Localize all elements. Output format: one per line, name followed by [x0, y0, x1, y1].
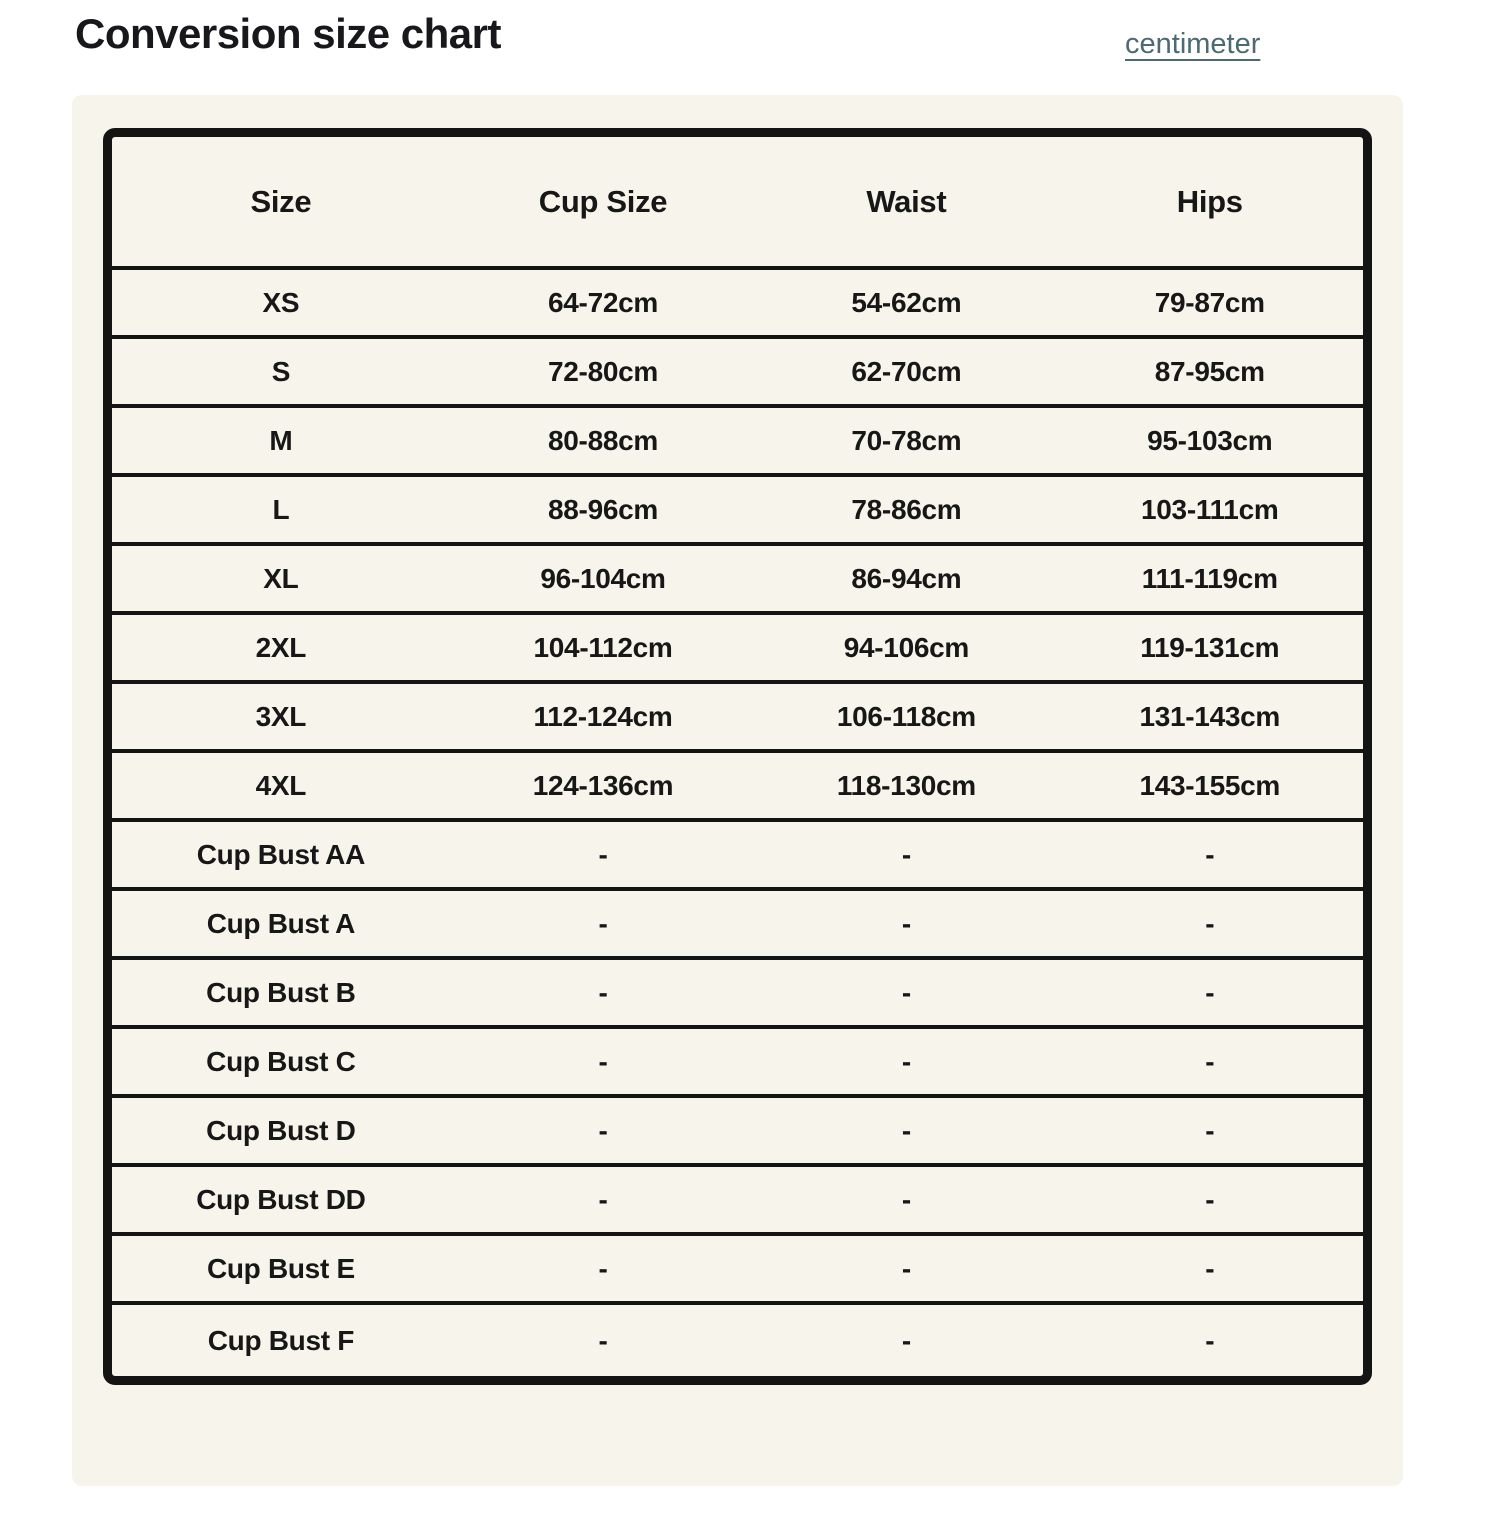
cell-size: Cup Bust D	[112, 1098, 450, 1167]
cell-cup-size: 72-80cm	[450, 339, 756, 408]
cell-waist: 54-62cm	[756, 270, 1056, 339]
table-row-cup-bust-e	[112, 1236, 1363, 1305]
cell-hips: 103-111cm	[1056, 477, 1363, 546]
cell-size: L	[112, 477, 450, 546]
table-row-l	[112, 477, 1363, 546]
cell-cup-size: -	[450, 1098, 756, 1167]
cell-cup-size: 104-112cm	[450, 615, 756, 684]
table-row-4xl	[112, 753, 1363, 822]
table-row-cup-bust-dd	[112, 1167, 1363, 1236]
cell-size: Cup Bust C	[112, 1029, 450, 1098]
cell-hips: 79-87cm	[1056, 270, 1363, 339]
cell-waist: -	[756, 1167, 1056, 1236]
cell-size: M	[112, 408, 450, 477]
cell-size: XS	[112, 270, 450, 339]
cell-hips: 87-95cm	[1056, 339, 1363, 408]
table-row-cup-bust-c	[112, 1029, 1363, 1098]
size-chart-table	[103, 128, 1372, 1385]
cell-size: 2XL	[112, 615, 450, 684]
cell-cup-size: -	[450, 1236, 756, 1305]
table-row-2xl	[112, 615, 1363, 684]
table-row-cup-bust-d	[112, 1098, 1363, 1167]
cell-cup-size: -	[450, 891, 756, 960]
cell-waist: -	[901, 1324, 911, 1356]
cell-size: 3XL	[112, 684, 450, 753]
table-row-cup-bust-b	[112, 960, 1363, 1029]
cell-waist: 70-78cm	[756, 408, 1056, 477]
cell-cup-size: 88-96cm	[450, 477, 756, 546]
cell-hips: -	[1056, 1236, 1363, 1305]
cell-size: 4XL	[112, 753, 450, 822]
cell-cup-size: 124-136cm	[450, 753, 756, 822]
table-row-m	[112, 408, 1363, 477]
cell-hips: 143-155cm	[1056, 753, 1363, 822]
cell-cup-size: -	[598, 1324, 608, 1356]
cell-cup-size: -	[450, 1167, 756, 1236]
cell-size: Cup Bust E	[112, 1236, 450, 1305]
cell-size: Cup Bust DD	[112, 1167, 450, 1236]
cell-size: Cup Bust A	[112, 891, 450, 960]
table-row-xl	[112, 546, 1363, 615]
cell-waist: 62-70cm	[756, 339, 1056, 408]
page-title: Conversion size chart	[75, 10, 501, 57]
cell-waist: 106-118cm	[756, 684, 1056, 753]
cell-hips: -	[1056, 960, 1363, 1029]
size-chart-card	[72, 95, 1403, 1486]
column-header-hips: Hips	[1056, 137, 1363, 270]
cell-waist: 118-130cm	[756, 753, 1056, 822]
cell-hips: -	[1056, 1167, 1363, 1236]
cell-size: S	[112, 339, 450, 408]
table-row-3xl	[112, 684, 1363, 753]
cell-cup-size: 80-88cm	[450, 408, 756, 477]
cell-hips: -	[1056, 822, 1363, 891]
cell-waist: -	[756, 1236, 1056, 1305]
table-row-xs	[112, 270, 1363, 339]
cell-waist: 94-106cm	[756, 615, 1056, 684]
cell-hips: -	[1056, 1029, 1363, 1098]
cell-hips: -	[1056, 1098, 1363, 1167]
cell-cup-size: -	[450, 822, 756, 891]
cell-waist: -	[756, 960, 1056, 1029]
cell-cup-size: -	[450, 1029, 756, 1098]
cell-hips: 111-119cm	[1056, 546, 1363, 615]
unit-toggle-link[interactable]: centimeter	[1125, 28, 1261, 60]
cell-hips: 119-131cm	[1056, 615, 1363, 684]
cell-size: Cup Bust B	[112, 960, 450, 1029]
table-row-s	[112, 339, 1363, 408]
cell-size: XL	[112, 546, 450, 615]
cell-size: Cup Bust F	[207, 1324, 355, 1356]
cell-waist: -	[756, 1029, 1056, 1098]
cell-hips: 95-103cm	[1056, 408, 1363, 477]
cell-waist: 78-86cm	[756, 477, 1056, 546]
table-row-cup-bust-a	[112, 891, 1363, 960]
cell-waist: 86-94cm	[756, 546, 1056, 615]
cell-cup-size: -	[450, 960, 756, 1029]
table-row-cup-bust-aa	[112, 822, 1363, 891]
cell-hips: 131-143cm	[1056, 684, 1363, 753]
table-row-cup-bust-f	[112, 1305, 1363, 1376]
cell-waist: -	[756, 822, 1056, 891]
cell-waist: -	[756, 891, 1056, 960]
column-header-size: Size	[112, 137, 450, 270]
column-header-cup-size: Cup Size	[450, 137, 756, 270]
cell-size: Cup Bust AA	[112, 822, 450, 891]
cell-hips: -	[1056, 891, 1363, 960]
cell-cup-size: 96-104cm	[450, 546, 756, 615]
cell-waist: -	[756, 1098, 1056, 1167]
cell-cup-size: 112-124cm	[450, 684, 756, 753]
header-row	[112, 137, 1363, 270]
cell-cup-size: 64-72cm	[450, 270, 756, 339]
cell-hips: -	[1205, 1324, 1215, 1356]
column-header-waist: Waist	[756, 137, 1056, 270]
